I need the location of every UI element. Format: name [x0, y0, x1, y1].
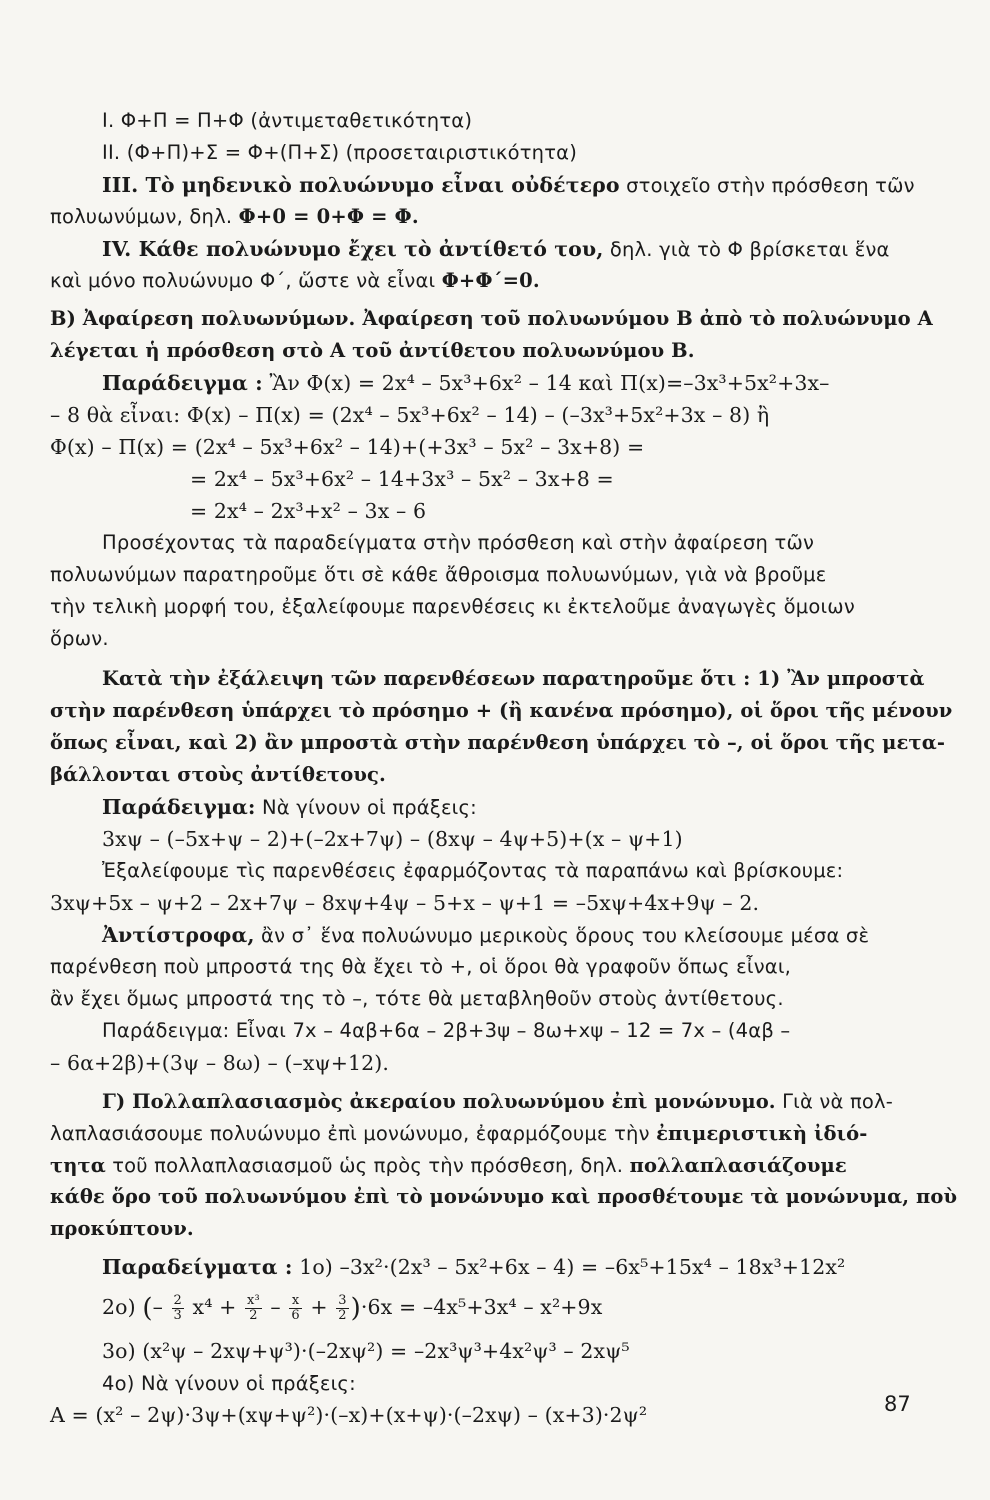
example-explanation: Ἐξαλείφουμε τὶς παρενθέσεις ἐφαρμόζοντας τὰ παραπάνω καὶ βρίσκουμε:: [102, 859, 844, 882]
section-b-definition: λέγεται ἡ πρόσθεση στὸ Α τοῦ ἀντίθετου πολυωνύμου Β.: [50, 339, 695, 362]
example-2: 2ο) (– $\frac{2}{3}$ x⁴ + $\frac{\text{x³}}{2}$ – $\frac{x}{6}$ + $\frac{3}{2}$ )·6x = –4x⁵+3x⁴ – x²+9x: [102, 1293, 603, 1324]
example-4: 4ο) Νὰ γίνουν οἱ πράξεις:: [102, 1372, 356, 1395]
example-subtraction-result: = 2x⁴ – 2x³+x² – 3x – 6: [190, 499, 427, 523]
example-result: 3xψ+5x – ψ+2 – 2x+7ψ – 8xψ+4ψ – 5+x – ψ+1 = –5xψ+4x+9ψ – 2.: [50, 891, 760, 915]
property-commutative: Ι. Φ+Π = Π+Φ (ἀντιμεταθετικότητα): [102, 109, 473, 132]
fraction-x-6: $\frac{x}{6}$: [291, 1293, 300, 1323]
rule-parentheses: Κατὰ τὴν ἐξάλειψη τῶν παρενθέσεων παρατηροῦμε ὅτι : 1) Ἂν μπροστὰ: [102, 667, 925, 690]
rule-parentheses-2: στὴν παρένθεση ὑπάρχει τὸ πρόσημο + (ἢ κανένα πρόσημο), οἱ ὅροι τῆς μένουν: [50, 699, 953, 722]
rule-parentheses-4: βάλλονται στοὺς ἀντίθετους.: [50, 763, 386, 786]
property-opposite-cont: καὶ μόνο πολυώνυμο Φ΄, ὥστε νὰ εἶναι Φ+Φ΄=0.: [50, 269, 540, 292]
property-zero: ΙΙΙ. Τὸ μηδενικὸ πολυώνυμο εἶναι οὐδέτερο στοιχεῖο στὴν πρόσθεση τῶν: [102, 173, 915, 197]
fraction-3-2: $\frac{3}{2}$: [338, 1293, 347, 1323]
fraction-x3-2: $\frac{\text{x³}}{2}$: [247, 1293, 260, 1323]
paragraph-inverse-2: παρένθεση ποὺ μπροστά της θὰ ἔχει τὸ +, οἱ ὅροι θὰ γραφοῦν ὅπως εἶναι,: [50, 955, 792, 978]
property-associative: ΙΙ. (Φ+Π)+Σ = Φ+(Π+Σ) (προσεταιριστικότητα): [102, 141, 578, 164]
paragraph-observation-4: ὅρων.: [50, 627, 109, 650]
example-grouping-2: – 6α+2β)+(3ψ – 8ω) – (–xψ+12).: [50, 1051, 389, 1075]
section-c-text-2: τητα τοῦ πολλαπλασιασμοῦ ὡς πρὸς τὴν πρόσθεση, δηλ. πολλαπλασιάζουμε: [50, 1154, 847, 1177]
paragraph-inverse-3: ἂν ἔχει ὅμως μπροστά της τὸ –, τότε θὰ μεταβληθοῦν στοὺς ἀντίθετους.: [50, 987, 784, 1010]
example-grouping: Παράδειγμα: Εἶναι 7x – 4αβ+6α – 2β+3ψ – 8ω+xψ – 12 = 7x – (4αβ –: [102, 1019, 791, 1042]
example-expression: 3xψ – (–5x+ψ – 2)+(–2x+7ψ) – (8xψ – 4ψ+5)+(x – ψ+1): [102, 827, 683, 851]
section-c-heading: Γ) Πολλαπλασιασμὸς ἀκεραίου πολυωνύμου ἐπὶ μονώνυμο. Γιὰ νὰ πολ-: [102, 1090, 894, 1113]
section-b-heading: Β) Ἀφαίρεση πολυωνύμων. Ἀφαίρεση τοῦ πολυωνύμου Β ἀπὸ τὸ πολυώνυμο Α: [50, 307, 933, 330]
paragraph-inverse: Ἀντίστροφα, ἂν σ᾿ ἕνα πολυώνυμο μερικοὺς ὅρους του κλείσουμε μέσα σὲ: [102, 923, 870, 947]
example-operations: Παράδειγμα: Νὰ γίνουν οἱ πράξεις:: [102, 795, 477, 819]
property-zero-cont: πολυωνύμων, δηλ. Φ+0 = 0+Φ = Φ.: [50, 205, 419, 228]
example-subtraction-line2: – 8 θὰ εἶναι: Φ(x) – Π(x) = (2x⁴ – 5x³+6x² – 14) – (–3x³+5x²+3x – 8) ἢ: [50, 403, 770, 427]
paragraph-observation: Προσέχοντας τὰ παραδείγματα στὴν πρόσθεση καὶ στὴν ἀφαίρεση τῶν: [102, 531, 815, 554]
section-c-text: λαπλασιάσουμε πολυώνυμο ἐπὶ μονώνυμο, ἐφαρμόζουμε τὴν ἐπιμεριστικὴ ἰδιό-: [50, 1122, 868, 1145]
example-3: 3ο) (x²ψ – 2xψ+ψ³)·(–2xψ²) = –2x³ψ³+4x²ψ³ – 2xψ⁵: [102, 1339, 630, 1363]
example-subtraction-line3: Φ(x) – Π(x) = (2x⁴ – 5x³+6x² – 14)+(+3x³ – 5x² – 3x+8) =: [50, 435, 645, 459]
paragraph-observation-3: τὴν τελικὴ μορφή του, ἐξαλείφουμε παρενθέσεις κι ἐκτελοῦμε ἀναγωγὲς ὅμοιων: [50, 595, 855, 618]
section-c-rule-2: προκύπτουν.: [50, 1217, 194, 1240]
fraction-2-3: $\frac{2}{3}$: [173, 1293, 182, 1323]
example-4-expression: Α = (x² – 2ψ)·3ψ+(xψ+ψ²)·(–x)+(x+ψ)·(–2xψ) – (x+3)·2ψ²: [50, 1403, 648, 1427]
example-subtraction-line4: = 2x⁴ – 5x³+6x² – 14+3x³ – 5x² – 3x+8 =: [190, 467, 614, 491]
examples-multiplication: Παραδείγματα : 1ο) –3x²·(2x³ – 5x²+6x – 4) = –6x⁵+15x⁴ – 18x³+12x²: [102, 1255, 846, 1279]
page-number: 87: [884, 1392, 911, 1416]
property-opposite: ΙV. Κάθε πολυώνυμο ἔχει τὸ ἀντίθετό του, δηλ. γιὰ τὸ Φ βρίσκεται ἕνα: [102, 237, 890, 261]
section-c-rule: κάθε ὅρο τοῦ πολυωνύμου ἐπὶ τὸ μονώνυμο καὶ προσθέτουμε τὰ μονώνυμα, ποὺ: [50, 1185, 958, 1208]
paragraph-observation-2: πολυωνύμων παρατηροῦμε ὅτι σὲ κάθε ἄθροισμα πολυωνύμων, γιὰ νὰ βροῦμε: [50, 563, 827, 586]
rule-parentheses-3: ὅπως εἶναι, καὶ 2) ἂν μπροστὰ στὴν παρένθεση ὑπάρχει τὸ –, οἱ ὅροι τῆς μετα-: [50, 731, 946, 754]
example-subtraction: Παράδειγμα : Ἂν Φ(x) = 2x⁴ – 5x³+6x² – 14 καὶ Π(x)=–3x³+5x²+3x–: [102, 371, 830, 395]
